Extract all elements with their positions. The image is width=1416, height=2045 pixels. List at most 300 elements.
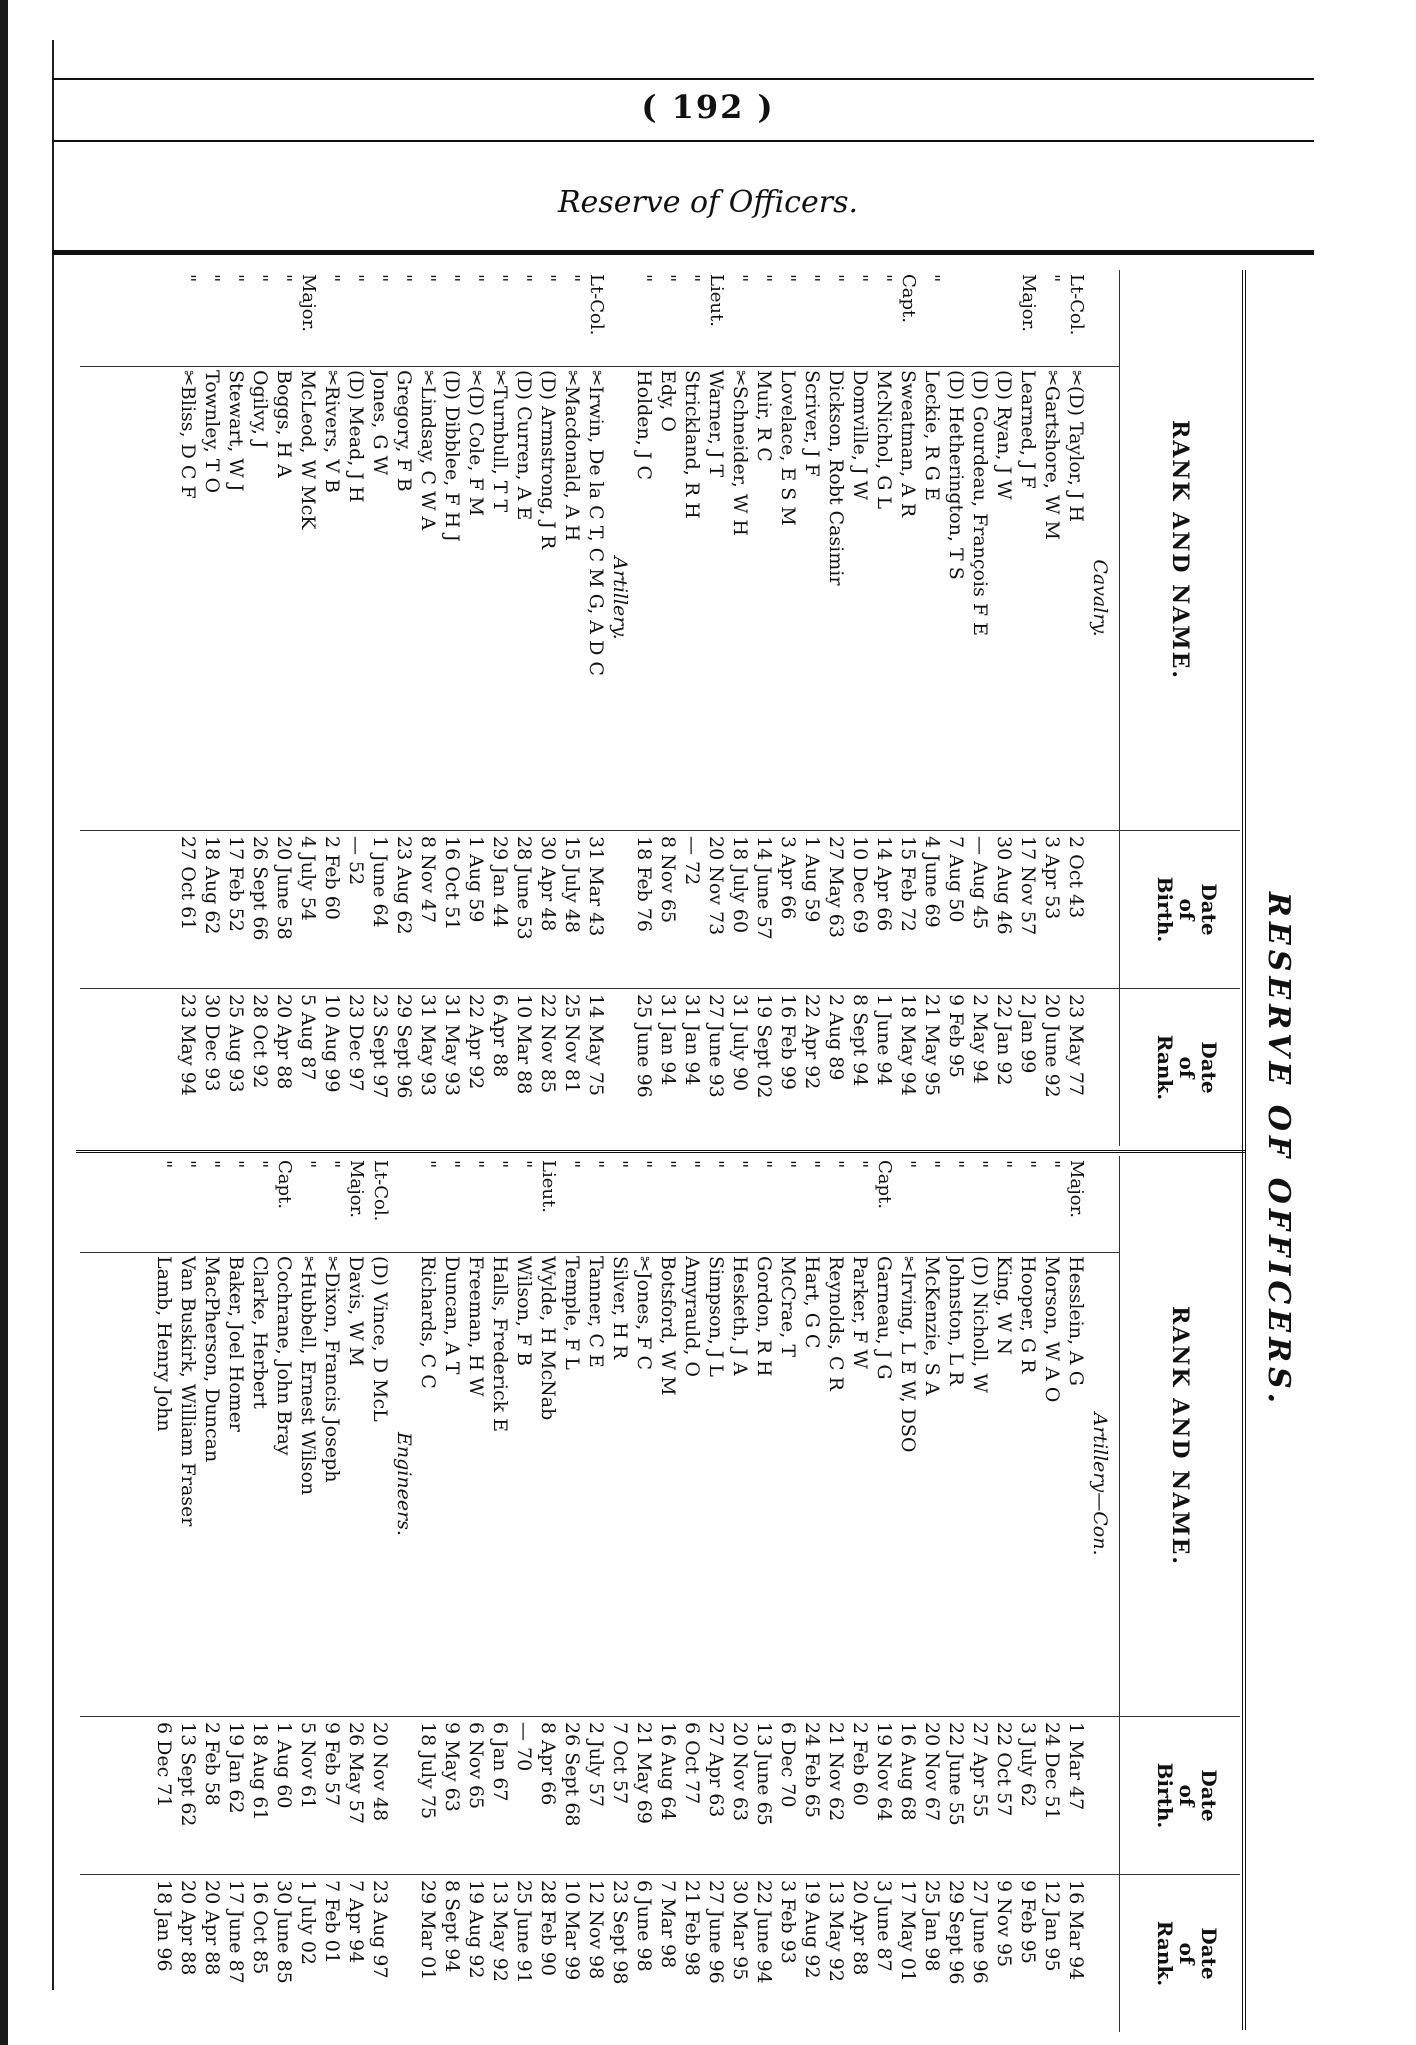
- right-table-rows: [152, 1156, 1112, 2032]
- rank-cell: Lt-Col.: [370, 1160, 391, 1222]
- date-of-rank-cell: 28 Oct 92: [249, 994, 271, 1089]
- date-of-birth-cell: 10 Dec 69: [849, 836, 871, 934]
- date-of-birth-cell: 21 Nov 62: [825, 1722, 847, 1822]
- name-cell: (D) Curren, A E: [513, 370, 535, 521]
- name-cell: (D) Vince, D McL: [369, 1256, 391, 1422]
- header-date-of-birth: Date of Birth.: [1120, 1716, 1240, 1874]
- rank-cell: ": [226, 274, 247, 283]
- date-of-birth-cell: 19 Jan 62: [225, 1722, 247, 1814]
- header-rule: [1119, 1156, 1120, 2032]
- header-rule-lower: [52, 250, 1314, 255]
- date-of-birth-cell: 20 June 58: [273, 836, 295, 940]
- table-row: [464, 270, 488, 1146]
- table-row: [440, 270, 464, 1146]
- table-row: [200, 1156, 224, 2032]
- date-of-birth-cell: 18 Aug 61: [249, 1722, 271, 1821]
- name-cell: ✂Macdonald, A H: [561, 370, 583, 542]
- rank-cell: ": [1042, 274, 1063, 283]
- rank-cell: ": [634, 274, 655, 283]
- date-of-birth-cell: 19 Nov 64: [873, 1722, 895, 1822]
- date-of-rank-cell: 10 Mar 88: [513, 994, 535, 1095]
- rank-cell: ": [178, 274, 199, 283]
- date-of-birth-cell: 2 July 57: [585, 1722, 607, 1808]
- name-cell: Hesketh, J A: [729, 1256, 751, 1376]
- name-cell: Hesslein, A G: [1065, 1256, 1087, 1386]
- table-row: [992, 270, 1016, 1146]
- name-cell: (D) Armstrong, J R: [537, 370, 559, 550]
- header-date-of-rank: Date of Rank.: [1120, 1874, 1240, 2032]
- date-of-birth-cell: — 52: [345, 836, 367, 886]
- date-of-birth-cell: 26 Sept 66: [249, 836, 271, 941]
- date-of-birth-cell: 2 Oct 43: [1065, 836, 1087, 919]
- rank-cell: ": [802, 274, 823, 283]
- section-title: RESERVE OF OFFICERS.: [1261, 891, 1296, 1409]
- date-of-birth-cell: 14 June 57: [753, 836, 775, 940]
- rank-cell: ": [250, 1160, 271, 1169]
- date-of-birth-cell: 9 Feb 57: [321, 1722, 343, 1806]
- section-heading: [392, 1156, 416, 2032]
- rank-cell: ": [418, 1160, 439, 1169]
- rank-cell: ": [490, 274, 511, 283]
- name-cell: Gregory, F B: [393, 370, 415, 492]
- date-of-birth-cell: 27 Apr 55: [969, 1722, 991, 1818]
- date-of-rank-cell: 3 Feb 93: [777, 1880, 799, 1964]
- name-cell: ✂Hubbell, Ernest Wilson: [297, 1256, 319, 1496]
- date-of-birth-cell: 31 Mar 43: [585, 836, 607, 937]
- date-of-birth-cell: 20 Nov 63: [729, 1722, 751, 1822]
- table-row: [968, 1156, 992, 2032]
- table-row: [752, 270, 776, 1146]
- date-of-rank-cell: 31 Jan 94: [657, 994, 679, 1086]
- date-of-rank-cell: 28 Feb 90: [537, 1880, 559, 1976]
- section-heading: [608, 270, 632, 1146]
- table-row: [536, 1156, 560, 2032]
- rank-cell: ": [442, 274, 463, 283]
- table-row: [488, 270, 512, 1146]
- date-of-rank-cell: 23 May 77: [1065, 994, 1087, 1096]
- date-of-birth-cell: 23 Aug 62: [393, 836, 415, 935]
- date-of-rank-cell: 25 Jan 98: [921, 1880, 943, 1972]
- date-of-birth-cell: 1 Mar 47: [1065, 1722, 1087, 1811]
- name-cell: Garneau, J G: [873, 1256, 895, 1380]
- name-cell: Warner, J T: [705, 370, 727, 478]
- date-of-rank-cell: 21 Feb 98: [681, 1880, 703, 1976]
- date-of-rank-cell: 6 June 98: [633, 1880, 655, 1972]
- name-cell: Townley, T O: [201, 370, 223, 494]
- table-row: [488, 1156, 512, 2032]
- section-heading: [1088, 270, 1112, 1146]
- table-row: [632, 270, 656, 1146]
- date-of-birth-cell: — 72: [681, 836, 703, 886]
- table-row: [896, 270, 920, 1146]
- date-of-birth-cell: 8 Apr 66: [537, 1722, 559, 1806]
- name-cell: Botsford, W M: [657, 1256, 679, 1396]
- date-of-rank-cell: 5 Aug 87: [297, 994, 319, 1081]
- table-row: [776, 270, 800, 1146]
- table-row: [1016, 270, 1040, 1146]
- name-cell: Leckie, R G E: [921, 370, 943, 501]
- date-of-rank-cell: 13 May 92: [825, 1880, 847, 1982]
- name-cell: Wylde, H McNab: [537, 1256, 559, 1421]
- date-of-rank-cell: 31 May 93: [441, 994, 463, 1096]
- name-cell: Van Buskirk, William Fraser: [177, 1256, 199, 1527]
- date-of-rank-cell: 29 Sept 96: [393, 994, 415, 1099]
- rank-cell: Major.: [1018, 274, 1039, 332]
- rank-cell: ": [178, 1160, 199, 1169]
- date-of-birth-cell: 7 Oct 57: [609, 1722, 631, 1805]
- date-of-rank-cell: 22 Apr 92: [465, 994, 487, 1090]
- table-row: [152, 1156, 176, 2032]
- date-of-birth-cell: 13 Sept 62: [177, 1722, 199, 1827]
- name-cell: Reynolds, C R: [825, 1256, 847, 1391]
- name-cell: Hart, G C: [801, 1256, 823, 1349]
- date-of-birth-cell: 4 July 54: [297, 836, 319, 922]
- name-cell: Domville, J W: [849, 370, 871, 501]
- table-row: [440, 1156, 464, 2032]
- rank-cell: ": [226, 1160, 247, 1169]
- date-of-rank-cell: 22 Apr 92: [801, 994, 823, 1090]
- name-cell: ✂Irwin, De la C T, C M G, A D C: [585, 370, 607, 676]
- date-of-rank-cell: 20 Apr 88: [849, 1880, 871, 1976]
- date-of-rank-cell: 1 June 94: [873, 994, 895, 1086]
- table-row: [968, 270, 992, 1146]
- rank-cell: ": [730, 1160, 751, 1169]
- section-heading: [1088, 1156, 1112, 2032]
- rank-cell: ": [346, 274, 367, 283]
- rank-cell: ": [778, 1160, 799, 1169]
- name-cell: Wilson, F B: [513, 1256, 535, 1367]
- name-cell: ✂(D) Taylor, J H: [1065, 370, 1087, 523]
- date-of-birth-cell: 26 May 57: [345, 1722, 367, 1824]
- date-of-rank-cell: 25 Nov 81: [561, 994, 583, 1094]
- date-of-rank-cell: 29 Sept 96: [945, 1880, 967, 1985]
- date-of-rank-cell: 8 Sept 94: [441, 1880, 463, 1973]
- section-heading-label: Artillery—Con.: [1089, 1412, 1111, 1556]
- rank-cell: Lt-Col.: [586, 274, 607, 336]
- date-of-rank-cell: 14 May 75: [585, 994, 607, 1096]
- name-cell: ✂Dixon, Francis Joseph: [321, 1256, 343, 1483]
- rank-cell: ": [202, 274, 223, 283]
- rank-cell: ": [394, 274, 415, 283]
- date-of-birth-cell: 2 Feb 58: [201, 1722, 223, 1806]
- name-cell: ✂Jones, F C: [633, 1256, 655, 1371]
- date-of-birth-cell: 6 Dec 70: [777, 1722, 799, 1808]
- name-cell: Cochrane, John Bray: [273, 1256, 295, 1456]
- rank-cell: ": [322, 274, 343, 283]
- name-cell: Boggs, H A: [273, 370, 295, 478]
- section-heading-label: Cavalry.: [1089, 559, 1111, 637]
- rank-cell: ": [562, 274, 583, 283]
- rank-cell: ": [586, 1160, 607, 1169]
- table-row: [512, 1156, 536, 2032]
- date-of-birth-cell: 6 Jan 67: [489, 1722, 511, 1802]
- name-cell: (D) Gourdeau, François F E: [969, 370, 991, 636]
- name-cell: Gordon, R H: [753, 1256, 775, 1377]
- date-of-rank-cell: 17 May 01: [897, 1880, 919, 1982]
- rank-cell: ": [490, 1160, 511, 1169]
- table-row: [680, 1156, 704, 2032]
- date-of-birth-cell: 18 Feb 76: [633, 836, 655, 932]
- date-of-rank-cell: 20 Apr 88: [201, 1880, 223, 1976]
- table-row: [944, 1156, 968, 2032]
- name-cell: (D) Hetherington, T S: [945, 370, 967, 580]
- name-cell: Lovelace, E S M: [777, 370, 799, 526]
- name-cell: Hooper, G R: [1017, 1256, 1039, 1374]
- date-of-rank-cell: 22 June 94: [753, 1880, 775, 1984]
- date-of-birth-cell: 20 Nov 73: [705, 836, 727, 936]
- date-of-birth-cell: 13 June 65: [753, 1722, 775, 1826]
- table-row: [920, 1156, 944, 2032]
- date-of-birth-cell: 1 Aug 59: [465, 836, 487, 923]
- date-of-rank-cell: 31 Jan 94: [681, 994, 703, 1086]
- date-of-rank-cell: 31 May 93: [417, 994, 439, 1096]
- name-cell: ✂Rivers, V B: [321, 370, 343, 493]
- table-row: [1016, 1156, 1040, 2032]
- date-of-rank-cell: 16 Mar 94: [1065, 1880, 1087, 1981]
- rank-cell: ": [850, 274, 871, 283]
- date-of-birth-cell: 16 Aug 68: [897, 1722, 919, 1821]
- date-of-rank-cell: 12 Jan 95: [1041, 1880, 1063, 1972]
- table-row: [272, 270, 296, 1146]
- name-cell: Dickson, Robt Casimir: [825, 370, 847, 586]
- section-heading-label: Artillery.: [609, 556, 631, 640]
- table-row: [944, 270, 968, 1146]
- name-cell: Davis, W M: [345, 1256, 367, 1367]
- date-of-rank-cell: 10 Mar 99: [561, 1880, 583, 1981]
- rank-cell: ": [202, 1160, 223, 1169]
- rank-cell: ": [946, 1160, 967, 1169]
- table-row: [176, 270, 200, 1146]
- date-of-rank-cell: 30 Mar 95: [729, 1880, 751, 1981]
- table-row: [920, 270, 944, 1146]
- rank-cell: ": [706, 1160, 727, 1169]
- rank-cell: ": [610, 1160, 631, 1169]
- date-of-rank-cell: 27 June 93: [705, 994, 727, 1098]
- rank-cell: ": [778, 274, 799, 283]
- date-of-birth-cell: 9 May 63: [441, 1722, 463, 1812]
- date-of-birth-cell: 15 Feb 72: [897, 836, 919, 932]
- table-row: [464, 1156, 488, 2032]
- header-rule: [1119, 270, 1120, 1146]
- name-cell: Tanner, C E: [585, 1256, 607, 1368]
- date-of-rank-cell: 16 Feb 99: [777, 994, 799, 1090]
- date-of-birth-cell: 1 Aug 59: [801, 836, 823, 923]
- rank-cell: Major.: [346, 1160, 367, 1218]
- name-cell: Richards, C C: [417, 1256, 439, 1389]
- book-spine: [0, 0, 8, 2045]
- date-of-birth-cell: 29 Jan 44: [489, 836, 511, 928]
- name-cell: McLeod, W McK: [297, 370, 319, 530]
- date-of-birth-cell: 20 Nov 67: [921, 1722, 943, 1822]
- name-cell: Morson, W A O: [1041, 1256, 1063, 1403]
- table-row: [800, 270, 824, 1146]
- name-cell: Holden, J C: [633, 370, 655, 481]
- date-of-birth-cell: 27 Oct 61: [177, 836, 199, 931]
- date-of-rank-cell: 9 Feb 95: [945, 994, 967, 1078]
- table-row: [776, 1156, 800, 2032]
- page-number: ( 192 ): [641, 88, 775, 126]
- rank-cell: ": [274, 274, 295, 283]
- rank-cell: ": [634, 1160, 655, 1169]
- date-of-birth-cell: — 70: [513, 1722, 535, 1772]
- rank-cell: ": [298, 1160, 319, 1169]
- table-row: [320, 270, 344, 1146]
- name-cell: Learned, J F: [1017, 370, 1039, 489]
- name-cell: Jones, G W: [369, 370, 391, 476]
- table-row: [248, 270, 272, 1146]
- table-row: [1040, 270, 1064, 1146]
- date-of-rank-cell: 7 Feb 01: [321, 1880, 343, 1964]
- date-of-rank-cell: 7 Apr 94: [345, 1880, 367, 1964]
- date-of-birth-cell: 2 Feb 60: [849, 1722, 871, 1806]
- date-of-rank-cell: 16 Oct 85: [249, 1880, 271, 1975]
- rank-cell: ": [562, 1160, 583, 1169]
- rank-cell: ": [802, 1160, 823, 1169]
- date-of-birth-cell: 7 Aug 50: [945, 836, 967, 923]
- rank-cell: ": [826, 1160, 847, 1169]
- name-cell: ✂Bliss, D C F: [177, 370, 199, 499]
- name-cell: McNichol, G L: [873, 370, 895, 510]
- name-cell: Strickland, R H: [681, 370, 703, 519]
- date-of-birth-cell: 20 Nov 48: [369, 1722, 391, 1822]
- date-of-rank-cell: 22 Nov 85: [537, 994, 559, 1094]
- table-row: [296, 1156, 320, 2032]
- date-of-birth-cell: 3 Apr 53: [1041, 836, 1063, 920]
- table-row: [800, 1156, 824, 2032]
- table-row: [416, 270, 440, 1146]
- date-of-birth-cell: 24 Dec 51: [1041, 1722, 1063, 1820]
- section-heading-label: Engineers.: [393, 1432, 415, 1536]
- header-date-of-birth: Date of Birth.: [1120, 830, 1240, 988]
- rank-cell: ": [898, 1160, 919, 1169]
- table-row: [296, 270, 320, 1146]
- date-of-rank-cell: 20 June 92: [1041, 994, 1063, 1098]
- table-row: [728, 270, 752, 1146]
- date-of-rank-cell: 20 Apr 88: [273, 994, 295, 1090]
- date-of-birth-cell: 6 Oct 77: [681, 1722, 703, 1805]
- rank-cell: ": [850, 1160, 871, 1169]
- date-of-birth-cell: 17 Feb 52: [225, 836, 247, 932]
- date-of-rank-cell: 18 Jan 96: [153, 1880, 175, 1972]
- date-of-rank-cell: 23 Aug 97: [369, 1880, 391, 1979]
- table-row: [320, 1156, 344, 2032]
- date-of-birth-cell: 2 Feb 60: [321, 836, 343, 920]
- table-row: [224, 270, 248, 1146]
- rank-cell: ": [682, 274, 703, 283]
- date-of-birth-cell: 15 July 48: [561, 836, 583, 934]
- header-date-of-rank: Date of Rank.: [1120, 988, 1240, 1146]
- table-row: [704, 270, 728, 1146]
- table-row: [176, 1156, 200, 2032]
- name-cell: ✂Schneider, W H: [729, 370, 751, 536]
- date-of-birth-cell: 16 Aug 64: [657, 1722, 679, 1821]
- date-of-rank-cell: 2 Aug 89: [825, 994, 847, 1081]
- rank-cell: ": [994, 1160, 1015, 1169]
- date-of-rank-cell: 23 Sept 98: [609, 1880, 631, 1985]
- rank-cell: ": [658, 274, 679, 283]
- right-table: [80, 1156, 1240, 2032]
- table-row: [752, 1156, 776, 2032]
- date-of-rank-cell: 31 July 90: [729, 994, 751, 1092]
- date-of-birth-cell: 22 Oct 57: [993, 1722, 1015, 1817]
- date-of-birth-cell: 22 June 55: [945, 1722, 967, 1826]
- date-of-birth-cell: 27 May 63: [825, 836, 847, 938]
- rank-cell: Lt-Col.: [1066, 274, 1087, 336]
- date-of-rank-cell: 1 July 02: [297, 1880, 319, 1966]
- name-cell: (D) Dibblee, F H J: [441, 370, 463, 542]
- rank-cell: ": [1042, 1160, 1063, 1169]
- rank-cell: Capt.: [898, 274, 919, 323]
- table-row: [560, 1156, 584, 2032]
- name-cell: Halls, Frederick E: [489, 1256, 511, 1433]
- name-cell: Edy, O: [657, 370, 679, 432]
- rank-cell: ": [826, 274, 847, 283]
- date-of-birth-cell: 1 Aug 60: [273, 1722, 295, 1809]
- table-row: [1064, 1156, 1088, 2032]
- date-of-birth-cell: 27 Apr 63: [705, 1722, 727, 1818]
- table-row: [1040, 1156, 1064, 2032]
- left-table: [80, 270, 1240, 1146]
- date-of-rank-cell: 17 June 87: [225, 1880, 247, 1984]
- name-cell: Temple, F L: [561, 1256, 583, 1370]
- name-cell: Baker, Joel Homer: [225, 1256, 247, 1432]
- table-row: [512, 270, 536, 1146]
- date-of-birth-cell: 6 Dec 71: [153, 1722, 175, 1808]
- rank-cell: ": [514, 274, 535, 283]
- table-row: [536, 270, 560, 1146]
- date-of-rank-cell: 9 Nov 95: [993, 1880, 1015, 1968]
- rank-cell: ": [370, 274, 391, 283]
- rank-cell: ": [754, 274, 775, 283]
- rank-cell: ": [1018, 1160, 1039, 1169]
- rank-cell: ": [514, 1160, 535, 1169]
- name-cell: Silver, H R: [609, 1256, 631, 1360]
- date-of-rank-cell: 25 June 96: [633, 994, 655, 1098]
- date-of-rank-cell: 23 Sept 97: [369, 994, 391, 1099]
- name-cell: McCrae, T: [777, 1256, 799, 1358]
- date-of-birth-cell: 18 July 60: [729, 836, 751, 934]
- rank-cell: ": [730, 274, 751, 283]
- name-cell: Stewart, W J: [225, 370, 247, 492]
- date-of-birth-cell: — Aug 45: [969, 836, 991, 930]
- name-cell: MacPherson, Duncan: [201, 1256, 223, 1463]
- date-of-rank-cell: 8 Sept 94: [849, 994, 871, 1087]
- rank-cell: ": [442, 1160, 463, 1169]
- name-cell: (D) Nicholl, W: [969, 1256, 991, 1393]
- table-row: [224, 1156, 248, 2032]
- rank-cell: ": [922, 1160, 943, 1169]
- table-row: [872, 270, 896, 1146]
- left-table-rows: [176, 270, 1112, 1146]
- date-of-rank-cell: 30 Dec 93: [201, 994, 223, 1092]
- name-cell: Muir, R C: [753, 370, 775, 462]
- date-of-rank-cell: 25 Aug 93: [225, 994, 247, 1093]
- date-of-rank-cell: 21 May 95: [921, 994, 943, 1096]
- date-of-rank-cell: 3 June 87: [873, 1880, 895, 1972]
- name-cell: McKenzie, S A: [921, 1256, 943, 1396]
- table-row: [992, 1156, 1016, 2032]
- date-of-rank-cell: 23 Dec 97: [345, 994, 367, 1092]
- name-cell: Scriver, J F: [801, 370, 823, 477]
- date-of-rank-cell: 19 Aug 92: [801, 1880, 823, 1979]
- name-cell: ✂(D) Cole, F M: [465, 370, 487, 517]
- name-cell: ✂Lindsay, C W A: [417, 370, 439, 531]
- date-of-birth-cell: 16 Oct 51: [441, 836, 463, 931]
- date-of-birth-cell: 18 Aug 62: [201, 836, 223, 935]
- name-cell: Ogilvy, J: [249, 370, 271, 449]
- date-of-rank-cell: 19 Sept 02: [753, 994, 775, 1099]
- date-of-rank-cell: 27 June 96: [705, 1880, 727, 1984]
